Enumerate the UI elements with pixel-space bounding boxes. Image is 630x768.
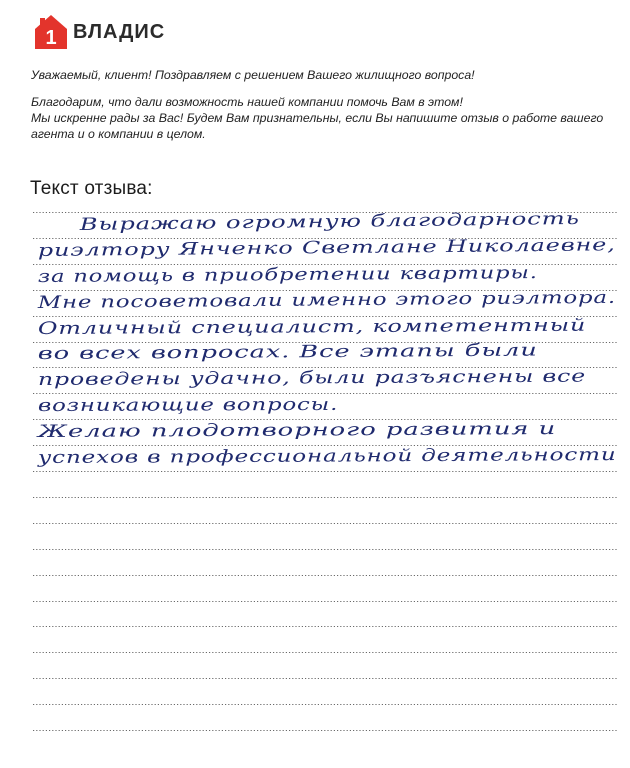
handwritten-line: возникающие вопросы.: [37, 395, 339, 417]
handwritten-line: успехов в профессиональной деятельности: [37, 445, 617, 468]
handwritten-line: проведены удачно, были разъяснены все: [37, 366, 587, 391]
handwritten-line: за помощь в приобретении квартиры.: [37, 262, 538, 287]
handwritten-line: риэлтору Янченко Светлане Николаевне,: [37, 235, 616, 261]
handwritten-line: Выражаю огромную благодарность: [79, 208, 580, 235]
request-line: Мы искренне рады за Вас! Будем Вам признательны, если Вы напишите отзыв о работе вашего агента и о компании в целом.: [31, 111, 604, 141]
handwritten-line: Желаю плодотворного развития и: [37, 419, 557, 443]
thanks-line: Благодарим, что дали возможность нашей компании помочь Вам в этом!: [31, 95, 463, 109]
handwritten-line: во всех вопросах. Все этапы были: [37, 340, 538, 365]
brand-digit: 1: [45, 27, 57, 49]
review-title: Текст отзыва:: [30, 178, 153, 199]
handwritten-line: Мне посоветовали именно этого риэлтора.: [37, 287, 617, 313]
handwritten-line: Отличный специалист, компетентный: [37, 315, 587, 339]
brand-name: ВЛАДИС: [73, 20, 166, 43]
greeting-text: Уважаемый, клиент! Поздравляем с решением Вашего жилищного вопроса!: [31, 68, 475, 82]
